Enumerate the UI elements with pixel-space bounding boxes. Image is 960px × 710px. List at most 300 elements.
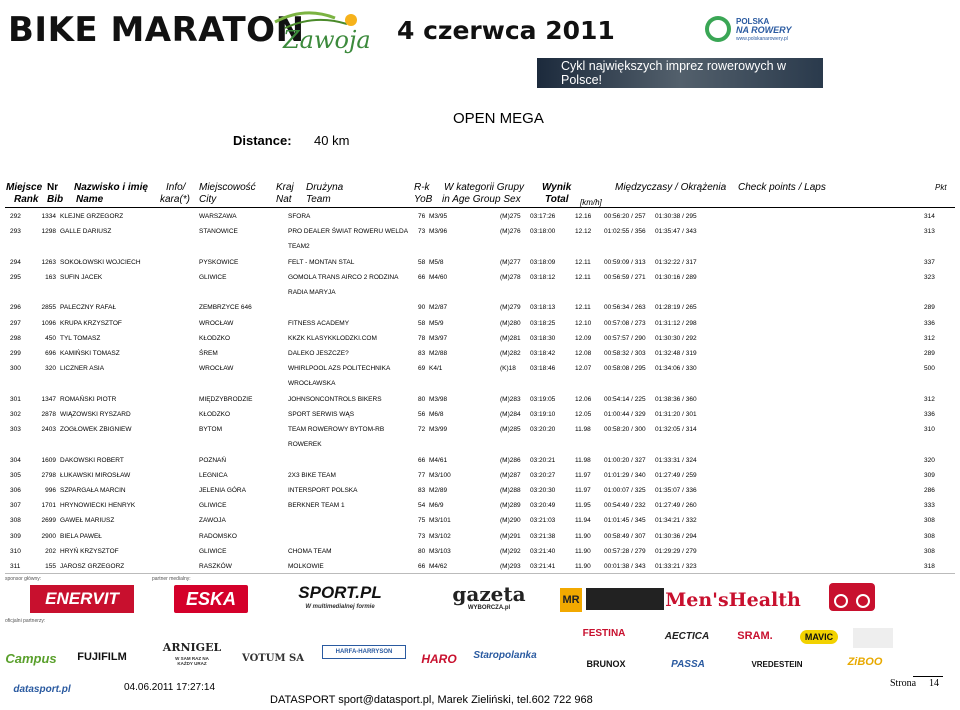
cell-yob: 73 bbox=[418, 228, 426, 236]
cell-group: (M)279 bbox=[500, 304, 521, 312]
cell-rank: 295 bbox=[10, 273, 21, 281]
cell-split1: 00:58:49 / 307 bbox=[604, 532, 646, 540]
cell-yob: 69 bbox=[418, 365, 426, 373]
cell-pts: 337 bbox=[924, 258, 935, 266]
cell-time: 03:20:20 bbox=[530, 426, 556, 434]
cell-bib: 202 bbox=[45, 547, 56, 555]
cell-split1: 00:59:09 / 313 bbox=[604, 258, 646, 266]
passa-logo: PASSA bbox=[671, 658, 705, 670]
cell-team: SPORT SERWIS WĄS bbox=[288, 410, 355, 418]
cell-group: (M)288 bbox=[500, 487, 521, 494]
cell-bib: 1298 bbox=[41, 228, 56, 236]
cell-pts: 289 bbox=[924, 304, 935, 312]
cell-time: 03:20:49 bbox=[530, 502, 556, 510]
pnr-line3: www.polskanarowery.pl bbox=[736, 36, 788, 42]
cell-speed: 12.06 bbox=[575, 395, 592, 403]
cell-team: FELT - MONTAN STAL bbox=[288, 258, 355, 266]
zawoja-logo bbox=[265, 8, 375, 60]
header-divider bbox=[5, 207, 955, 208]
cell-cat: M4/60 bbox=[429, 273, 448, 281]
cell-split1: 00:56:20 / 257 bbox=[604, 213, 646, 220]
cell-split1: 00:56:34 / 263 bbox=[604, 304, 646, 312]
cell-team: DALEKO JESZCZE? bbox=[288, 350, 349, 357]
cell-yob: 72 bbox=[418, 426, 426, 434]
cell-pts: 320 bbox=[924, 456, 935, 464]
cell-speed: 11.90 bbox=[575, 532, 591, 540]
sponsor-label-main: sponsor główny: bbox=[5, 576, 42, 582]
cell-split2: 01:32:05 / 314 bbox=[655, 426, 697, 434]
cell-pts: 318 bbox=[924, 563, 935, 570]
datasport-logo: datasport.pl bbox=[13, 683, 71, 695]
cell-split1: 00:56:59 / 271 bbox=[604, 273, 646, 281]
series-banner bbox=[537, 58, 823, 88]
cell-cat: M5/9 bbox=[429, 319, 444, 327]
cell-pts: 312 bbox=[924, 334, 935, 342]
cell-split1: 00:57:08 / 273 bbox=[604, 319, 646, 327]
cell-time: 03:18:46 bbox=[530, 365, 556, 373]
zibbo-logo: ZiBOO bbox=[847, 656, 883, 668]
col-nr-pl: Nr bbox=[47, 182, 59, 193]
cell-split1: 01:00:20 / 327 bbox=[604, 456, 646, 464]
eska-logo: ESKA bbox=[174, 585, 248, 613]
cell-rank: 298 bbox=[10, 334, 21, 342]
cell-speed: 12.11 bbox=[575, 304, 591, 312]
cell-name: SOKOŁOWSKI WOJCIECH bbox=[60, 258, 141, 266]
cell-bib: 2798 bbox=[41, 471, 56, 479]
cell-team: GOMOLA TRANS AIRCO 2 RODZINA bbox=[288, 273, 399, 281]
cell-group: (M)276 bbox=[500, 228, 521, 236]
cell-cat: M3/101 bbox=[429, 517, 451, 525]
col-checkpoints: Check points / Laps bbox=[738, 182, 826, 193]
cell-yob: 58 bbox=[418, 258, 426, 266]
cell-cat: M3/99 bbox=[429, 426, 448, 434]
cell-split2: 01:27:49 / 260 bbox=[655, 502, 697, 510]
cell-team-continued: RADIA MARYJA bbox=[288, 288, 336, 296]
event-date: 4 czerwca 2011 bbox=[397, 16, 615, 45]
cell-group: (M)285 bbox=[500, 426, 521, 434]
cell-rank: 310 bbox=[10, 547, 21, 555]
cell-yob: 75 bbox=[418, 517, 426, 525]
cell-split1: 00:58:32 / 303 bbox=[604, 350, 646, 357]
cell-name: SZPARGAŁA MARCIN bbox=[60, 487, 126, 494]
cell-time: 03:18:25 bbox=[530, 319, 556, 327]
cell-team: KKZK KLASYKKLODZKI.COM bbox=[288, 334, 377, 342]
pnr-line2: NA ROWERY bbox=[736, 25, 792, 35]
sportpl-logo: SPORT.PL bbox=[298, 583, 382, 602]
cell-team: 2X3 BIKE TEAM bbox=[288, 471, 336, 479]
page-number: 14 bbox=[929, 678, 939, 689]
cell-group: (M)291 bbox=[500, 532, 521, 540]
cell-cat: M4/61 bbox=[429, 456, 448, 464]
bikeworld-logo bbox=[823, 577, 881, 617]
cell-rank: 297 bbox=[10, 319, 21, 327]
cell-pts: 309 bbox=[924, 471, 935, 479]
cell-name: KRUPA KRZYSZTOF bbox=[60, 319, 122, 327]
cell-team-continued: ROWEREK bbox=[288, 441, 322, 449]
cell-cat: M3/100 bbox=[429, 471, 451, 479]
cell-pts: 286 bbox=[924, 487, 935, 494]
distance-value: 40 km bbox=[314, 133, 350, 148]
cell-yob: 80 bbox=[418, 547, 426, 555]
cell-bib: 1263 bbox=[41, 258, 56, 266]
contact-info: DATASPORT sport@datasport.pl, Marek Zieliński, tel.602 722 968 bbox=[270, 694, 593, 706]
cell-split2: 01:35:07 / 336 bbox=[655, 487, 697, 494]
cell-name: HRYNOWIECKI HENRYK bbox=[60, 502, 136, 510]
cell-bib: 1096 bbox=[41, 319, 56, 327]
cell-group: (K)18 bbox=[500, 365, 516, 373]
cell-name: GALLE DARIUSZ bbox=[60, 228, 112, 236]
cell-yob: 66 bbox=[418, 273, 426, 281]
print-timestamp: 04.06.2011 17:27:14 bbox=[124, 682, 216, 693]
cell-team: JOHNSONCONTROLS BIKERS bbox=[288, 395, 382, 403]
cell-name: KLEJNE GRZEGORZ bbox=[60, 213, 124, 220]
cell-cat: M3/95 bbox=[429, 213, 448, 220]
harfa-logo: HARFA-HARRYSON bbox=[322, 645, 406, 659]
col-place-en: Rank bbox=[14, 194, 39, 205]
cell-pts: 314 bbox=[924, 213, 935, 220]
cell-name: GAWEŁ MARIUSZ bbox=[60, 517, 115, 525]
col-speed: [km/h] bbox=[580, 198, 602, 207]
cell-speed: 12.07 bbox=[575, 365, 592, 373]
cell-bib: 155 bbox=[45, 563, 56, 570]
col-cat-pl: W kategorii Grupy bbox=[444, 182, 525, 193]
cell-city: LEGNICA bbox=[199, 471, 228, 479]
cell-team: WHIRLPOOL AZS POLITECHNIKA bbox=[288, 365, 391, 373]
race-title: OPEN MEGA bbox=[453, 110, 544, 127]
arnigel-logo: ARNIGEL bbox=[162, 640, 222, 654]
cell-group: (M)287 bbox=[500, 471, 521, 479]
cell-speed: 12.11 bbox=[575, 273, 591, 281]
cell-split2: 01:33:21 / 323 bbox=[655, 563, 697, 570]
cell-pts: 336 bbox=[924, 319, 935, 327]
cell-yob: 76 bbox=[418, 213, 426, 220]
votum-logo: VOTUM SA bbox=[242, 652, 304, 664]
cell-yob: 58 bbox=[418, 319, 426, 327]
cell-pts: 312 bbox=[924, 395, 935, 403]
cell-bib: 320 bbox=[45, 365, 56, 373]
col-result-en: Total bbox=[545, 194, 569, 205]
cell-cat: M2/87 bbox=[429, 304, 448, 312]
cell-city: ZEMBRZYCE 646 bbox=[199, 304, 252, 312]
cell-name: KAMIŃSKI TOMASZ bbox=[60, 350, 120, 357]
mavic-logo: MAVIC bbox=[800, 630, 838, 644]
cell-speed: 12.05 bbox=[575, 410, 592, 418]
cell-team: SFORA bbox=[288, 213, 311, 220]
cell-split1: 00:57:28 / 279 bbox=[604, 547, 646, 555]
cell-time: 03:18:13 bbox=[530, 304, 556, 312]
cell-group: (M)289 bbox=[500, 502, 521, 510]
partner-logo bbox=[853, 628, 893, 648]
col-info-en: kara(*) bbox=[160, 194, 191, 205]
cell-speed: 12.10 bbox=[575, 319, 592, 327]
cell-city: WROCŁAW bbox=[199, 319, 234, 327]
col-country-en: Nat bbox=[276, 194, 292, 205]
distance-label: Distance: bbox=[233, 133, 292, 148]
cell-split2: 01:28:19 / 265 bbox=[655, 304, 697, 312]
cell-group: (M)278 bbox=[500, 273, 521, 281]
col-splits: Międzyczasy / Okrążenia bbox=[615, 182, 727, 193]
cell-split1: 01:01:29 / 340 bbox=[604, 471, 646, 479]
cell-pts: 308 bbox=[924, 532, 935, 540]
cell-city: ŚREM bbox=[199, 350, 218, 357]
cell-split2: 01:32:22 / 317 bbox=[655, 258, 697, 266]
cell-speed: 11.97 bbox=[575, 487, 591, 494]
cell-speed: 11.98 bbox=[575, 456, 591, 464]
cell-bib: 1609 bbox=[41, 456, 56, 464]
cell-name: SUFIN JACEK bbox=[60, 273, 103, 281]
banner-text: Cykl największych imprez rowerowych w Polsce! bbox=[561, 59, 787, 87]
cell-speed: 11.98 bbox=[575, 426, 591, 434]
cell-time: 03:20:27 bbox=[530, 471, 556, 479]
cell-split2: 01:38:36 / 360 bbox=[655, 395, 697, 403]
cell-split2: 01:34:21 / 332 bbox=[655, 517, 697, 525]
cell-city: MIĘDZYBRODZIE bbox=[199, 395, 253, 403]
cell-name: HRYŃ KRZYSZTOF bbox=[60, 547, 119, 555]
cell-yob: 83 bbox=[418, 350, 426, 357]
cell-speed: 12.11 bbox=[575, 258, 591, 266]
cell-group: (M)277 bbox=[500, 258, 521, 266]
cell-yob: 66 bbox=[418, 563, 426, 570]
cell-split2: 01:30:38 / 295 bbox=[655, 213, 697, 220]
cell-team: MOLKOWIE bbox=[288, 563, 324, 570]
cell-time: 03:21:38 bbox=[530, 532, 556, 540]
cell-bib: 696 bbox=[45, 350, 56, 357]
cell-group: (M)281 bbox=[500, 334, 521, 342]
cell-rank: 307 bbox=[10, 502, 21, 510]
col-points: Pkt bbox=[935, 183, 947, 192]
cell-rank: 296 bbox=[10, 304, 21, 312]
cell-group: (M)284 bbox=[500, 410, 521, 418]
col-info-pl: Info/ bbox=[166, 182, 186, 193]
cell-name: DAKOWSKI ROBERT bbox=[60, 456, 124, 464]
mr-logo: MR bbox=[560, 588, 582, 612]
cell-city: RASZKÓW bbox=[199, 563, 232, 570]
cell-city: KŁODZKO bbox=[199, 410, 231, 418]
cell-name: TYL TOMASZ bbox=[60, 334, 101, 342]
col-result-pl: Wynik bbox=[542, 182, 572, 193]
cell-cat: M5/8 bbox=[429, 258, 444, 266]
col-cat-en: in Age Group Sex bbox=[442, 194, 521, 205]
arnigel-subtitle: W SAM RAZ NA KAŻDY URAZ bbox=[175, 656, 209, 666]
cell-speed: 12.12 bbox=[575, 228, 592, 236]
cell-city: JELENIA GÓRA bbox=[199, 487, 246, 494]
col-place-pl: Miejsce bbox=[6, 182, 43, 193]
cell-rank: 303 bbox=[10, 426, 21, 434]
page-label: Strona bbox=[890, 678, 917, 689]
cell-split1: 00:54:49 / 232 bbox=[604, 502, 646, 510]
cell-rank: 302 bbox=[10, 410, 21, 418]
cell-time: 03:20:30 bbox=[530, 487, 556, 494]
cell-yob: 83 bbox=[418, 487, 426, 494]
cell-city: RADOMSKO bbox=[199, 532, 237, 540]
cell-pts: 308 bbox=[924, 517, 935, 525]
cell-bib: 996 bbox=[45, 487, 56, 494]
cell-pts: 313 bbox=[924, 228, 935, 236]
haro-logo: HARO bbox=[421, 652, 457, 666]
cell-split1: 00:54:14 / 225 bbox=[604, 395, 646, 403]
cell-split2: 01:30:36 / 294 bbox=[655, 532, 697, 540]
cell-pts: 289 bbox=[924, 350, 935, 357]
cell-team: BERKNER TEAM 1 bbox=[288, 502, 345, 510]
cell-rank: 292 bbox=[10, 213, 21, 220]
cell-city: GLIWICE bbox=[199, 273, 227, 281]
cell-rank: 300 bbox=[10, 365, 21, 373]
cell-city: BYTOM bbox=[199, 426, 222, 434]
cell-city: GLIWICE bbox=[199, 502, 227, 510]
cell-speed: 12.16 bbox=[575, 213, 592, 220]
cell-cat: M4/62 bbox=[429, 563, 448, 570]
cell-pts: 310 bbox=[924, 426, 935, 434]
cell-city: PYSKOWICE bbox=[199, 258, 239, 266]
cell-split1: 01:00:07 / 325 bbox=[604, 487, 646, 494]
cell-time: 03:18:12 bbox=[530, 273, 556, 281]
cell-time: 03:21:03 bbox=[530, 517, 556, 525]
cell-cat: M6/9 bbox=[429, 502, 444, 510]
col-team-en: Team bbox=[306, 194, 331, 205]
cell-rank: 309 bbox=[10, 532, 21, 540]
cell-pts: 323 bbox=[924, 273, 935, 281]
festina-logo: FESTINA bbox=[582, 627, 626, 639]
cell-group: (M)290 bbox=[500, 517, 521, 525]
cell-time: 03:17:26 bbox=[530, 213, 556, 220]
col-city-en: City bbox=[199, 194, 217, 205]
col-name-en: Name bbox=[76, 194, 104, 205]
cell-time: 03:21:40 bbox=[530, 547, 556, 555]
aectica-logo: AECTICA bbox=[664, 630, 710, 642]
cell-name: ROMAŃSKI PIOTR bbox=[60, 395, 117, 403]
cell-cat: M3/97 bbox=[429, 334, 448, 342]
cell-name: BIELA PAWEŁ bbox=[60, 532, 102, 540]
cell-team: TEAM ROWEROWY BYTOM-RB bbox=[288, 426, 385, 434]
cell-split1: 01:00:44 / 329 bbox=[604, 410, 646, 418]
cell-pts: 333 bbox=[924, 502, 935, 510]
cell-rank: 311 bbox=[10, 563, 21, 570]
col-city-pl: Miejscowość bbox=[199, 182, 256, 193]
cell-yob: 80 bbox=[418, 395, 426, 403]
sponsor-divider bbox=[5, 573, 955, 574]
cell-rank: 304 bbox=[10, 456, 21, 464]
cell-split2: 01:31:12 / 298 bbox=[655, 319, 697, 327]
page-number-rule bbox=[913, 676, 943, 677]
cell-city: ZAWOJA bbox=[199, 517, 226, 525]
enervit-logo: ENERVIT bbox=[30, 585, 134, 613]
cell-team: CHOMA TEAM bbox=[288, 547, 332, 555]
cell-group: (M)275 bbox=[500, 213, 521, 220]
magazine-logo bbox=[586, 588, 664, 610]
cell-bib: 163 bbox=[45, 273, 56, 281]
cell-yob: 73 bbox=[418, 532, 426, 540]
cell-yob: 66 bbox=[418, 456, 426, 464]
cell-group: (M)292 bbox=[500, 547, 521, 555]
cell-bib: 450 bbox=[45, 334, 56, 342]
cell-bib: 2855 bbox=[41, 304, 56, 312]
cell-group: (M)280 bbox=[500, 319, 521, 327]
cell-bib: 1701 bbox=[41, 502, 56, 510]
cell-rank: 308 bbox=[10, 517, 21, 525]
cell-speed: 11.90 bbox=[575, 563, 591, 570]
fujifilm-logo: FUJIFILM bbox=[77, 651, 127, 663]
sponsor-label-official: oficjalni partnerzy: bbox=[5, 618, 46, 624]
brunox-logo: BRUNOX bbox=[586, 659, 626, 669]
cell-name: JAROSZ GRZEGORZ bbox=[60, 563, 125, 570]
cell-cat: M3/98 bbox=[429, 395, 448, 403]
cell-name: PALECZNY RAFAŁ bbox=[60, 304, 117, 312]
cell-cat: M3/102 bbox=[429, 532, 451, 540]
cell-cat: M2/89 bbox=[429, 487, 448, 494]
cell-bib: 2403 bbox=[41, 426, 56, 434]
cell-group: (M)283 bbox=[500, 395, 521, 403]
col-team-pl: Drużyna bbox=[306, 182, 344, 193]
gazeta-subtitle: WYBORCZA.pl bbox=[467, 605, 511, 611]
cell-time: 03:18:09 bbox=[530, 258, 556, 266]
cell-team: INTERSPORT POLSKA bbox=[288, 487, 358, 494]
cell-city: WARSZAWA bbox=[199, 213, 237, 220]
cell-split2: 01:31:20 / 301 bbox=[655, 410, 697, 418]
cell-split2: 01:30:30 / 292 bbox=[655, 334, 697, 342]
cell-bib: 1334 bbox=[41, 213, 56, 220]
cell-city: WROCŁAW bbox=[199, 365, 234, 373]
cell-city: KŁODZKO bbox=[199, 334, 231, 342]
vredestein-logo: VREDESTEIN bbox=[751, 659, 803, 669]
staropolanka-logo: Staropolanka bbox=[473, 649, 537, 661]
cell-rank: 305 bbox=[10, 471, 21, 479]
cell-bib: 2878 bbox=[41, 410, 56, 418]
campus-logo: Campus bbox=[5, 650, 57, 666]
cell-group: (M)293 bbox=[500, 563, 521, 570]
cell-name: ZOGŁOWEK ZBIGNIEW bbox=[60, 426, 132, 434]
cell-speed: 11.94 bbox=[575, 517, 591, 525]
col-yob-en: YoB bbox=[414, 194, 433, 205]
cell-name: LICZNER ASIA bbox=[60, 365, 105, 373]
cell-cat: K4/1 bbox=[429, 365, 443, 373]
cell-time: 03:19:05 bbox=[530, 395, 556, 403]
cell-city: STANOWICE bbox=[199, 228, 238, 236]
cell-cat: M3/103 bbox=[429, 547, 451, 555]
cell-split2: 01:35:47 / 343 bbox=[655, 228, 697, 236]
event-title: BIKE MARATON bbox=[8, 10, 305, 50]
cell-time: 03:18:42 bbox=[530, 350, 556, 357]
cell-pts: 500 bbox=[924, 365, 935, 373]
cell-yob: 78 bbox=[418, 334, 426, 342]
cell-yob: 77 bbox=[418, 471, 426, 479]
cell-speed: 11.90 bbox=[575, 547, 591, 555]
cell-cat: M3/96 bbox=[429, 228, 448, 236]
cell-pts: 336 bbox=[924, 410, 935, 418]
cell-name: ŁUKAWSKI MIROSŁAW bbox=[60, 471, 131, 479]
sportpl-subtitle: W multimedialnej formie bbox=[305, 604, 375, 610]
cell-time: 03:20:21 bbox=[530, 456, 556, 464]
cell-split2: 01:27:49 / 259 bbox=[655, 471, 697, 479]
cell-split1: 00:58:08 / 295 bbox=[604, 365, 646, 373]
cell-rank: 299 bbox=[10, 350, 21, 357]
polska-na-rowery-logo bbox=[705, 16, 815, 44]
cell-split1: 00:01:38 / 343 bbox=[604, 563, 646, 570]
col-nr-en: Bib bbox=[47, 194, 64, 205]
cell-rank: 301 bbox=[10, 395, 21, 403]
cell-bib: 2699 bbox=[41, 517, 56, 525]
cell-split1: 00:57:57 / 290 bbox=[604, 334, 646, 342]
cell-time: 03:19:10 bbox=[530, 410, 556, 418]
cell-yob: 56 bbox=[418, 410, 426, 418]
cell-speed: 12.08 bbox=[575, 350, 592, 357]
cell-split1: 00:58:20 / 300 bbox=[604, 426, 646, 434]
menshealth-logo: Men'sHealth bbox=[665, 589, 801, 611]
cell-pts: 308 bbox=[924, 547, 935, 555]
cell-time: 03:18:00 bbox=[530, 228, 556, 236]
cell-rank: 306 bbox=[10, 487, 21, 494]
cell-city: GLIWICE bbox=[199, 547, 227, 555]
sram-logo: SRAM. bbox=[737, 630, 773, 642]
